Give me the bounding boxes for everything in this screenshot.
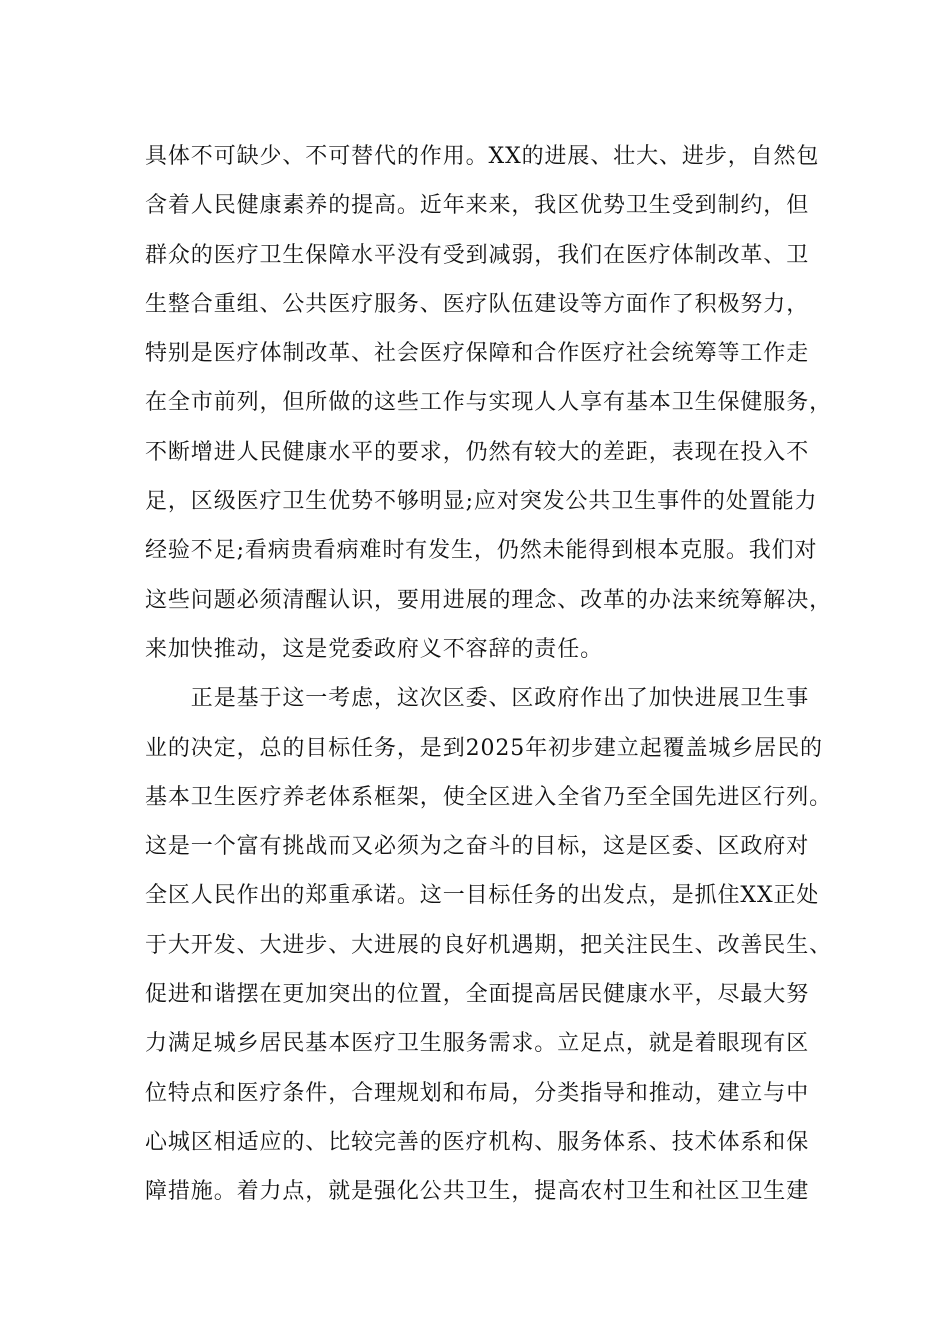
text-line-2: 含着人民健康素养的提高。近年来来，我区优势卫生受到制约，但 [145,193,810,219]
text-line-19: 力满足城乡居民基本医疗卫生服务需求。立足点，就是着眼现有区 [145,1031,810,1057]
text-line-11: 来加快推动，这是党委政府义不容辞的责任。 [145,636,604,662]
text-line-10: 这些问题必须清醒认识，要用进展的理念、改革的办法来统筹解决， [145,587,833,613]
text-line-1: 具体不可缺少、不可替代的作用。XX的进展、壮大、进步，自然包 [145,144,820,169]
text-line-14: 基本卫生医疗养老体系框架，使全区进入全省乃至全国先进区行列。 [145,784,833,810]
text-line-6: 在全市前列，但所做的这些工作与实现人人享有基本卫生保健服务， [145,390,833,416]
text-line-20: 位特点和医疗条件，合理规划和布局，分类指导和推动，建立与中 [145,1080,810,1106]
text-line-18: 促进和谐摆在更加突出的位置，全面提高居民健康水平，尽最大努 [145,982,810,1008]
text-line-4: 生整合重组、公共医疗服务、医疗队伍建设等方面作了积极努力， [145,291,810,317]
text-line-8: 足，区级医疗卫生优势不够明显;应对突发公共卫生事件的处置能力 [145,489,818,515]
text-line-5: 特别是医疗体制改革、社会医疗保障和合作医疗社会统筹等工作走 [145,341,810,367]
text-line-9: 经验不足;看病贵看病难时有发生，仍然未能得到根本克服。我们对 [145,538,818,564]
text-line-16: 全区人民作出的郑重承诺。这一目标任务的出发点，是抓住XX正处 [145,883,820,909]
text-line-21: 心城区相适应的、比较完善的医疗机构、服务体系、技术体系和保 [145,1129,810,1155]
text-line-13: 业的决定，总的目标任务，是到2025年初步建立起覆盖城乡居民的 [145,735,823,761]
text-line-7: 不断增进人民健康水平的要求，仍然有较大的差距，表现在投入不 [145,439,810,465]
text-line-3: 群众的医疗卫生保障水平没有受到减弱，我们在医疗体制改革、卫 [145,242,810,268]
text-line-15: 这是一个富有挑战而又必须为之奋斗的目标，这是区委、区政府对 [145,834,810,860]
body-text [145,132,833,1217]
text-line-12: 正是基于这一考虑，这次区委、区政府作出了加快进展卫生事 [145,686,810,712]
text-line-17: 于大开发、大进步、大进展的良好机遇期，把关注民生、改善民生、 [145,932,833,958]
text-line-22: 障措施。着力点，就是强化公共卫生，提高农村卫生和社区卫生建 [145,1179,810,1205]
